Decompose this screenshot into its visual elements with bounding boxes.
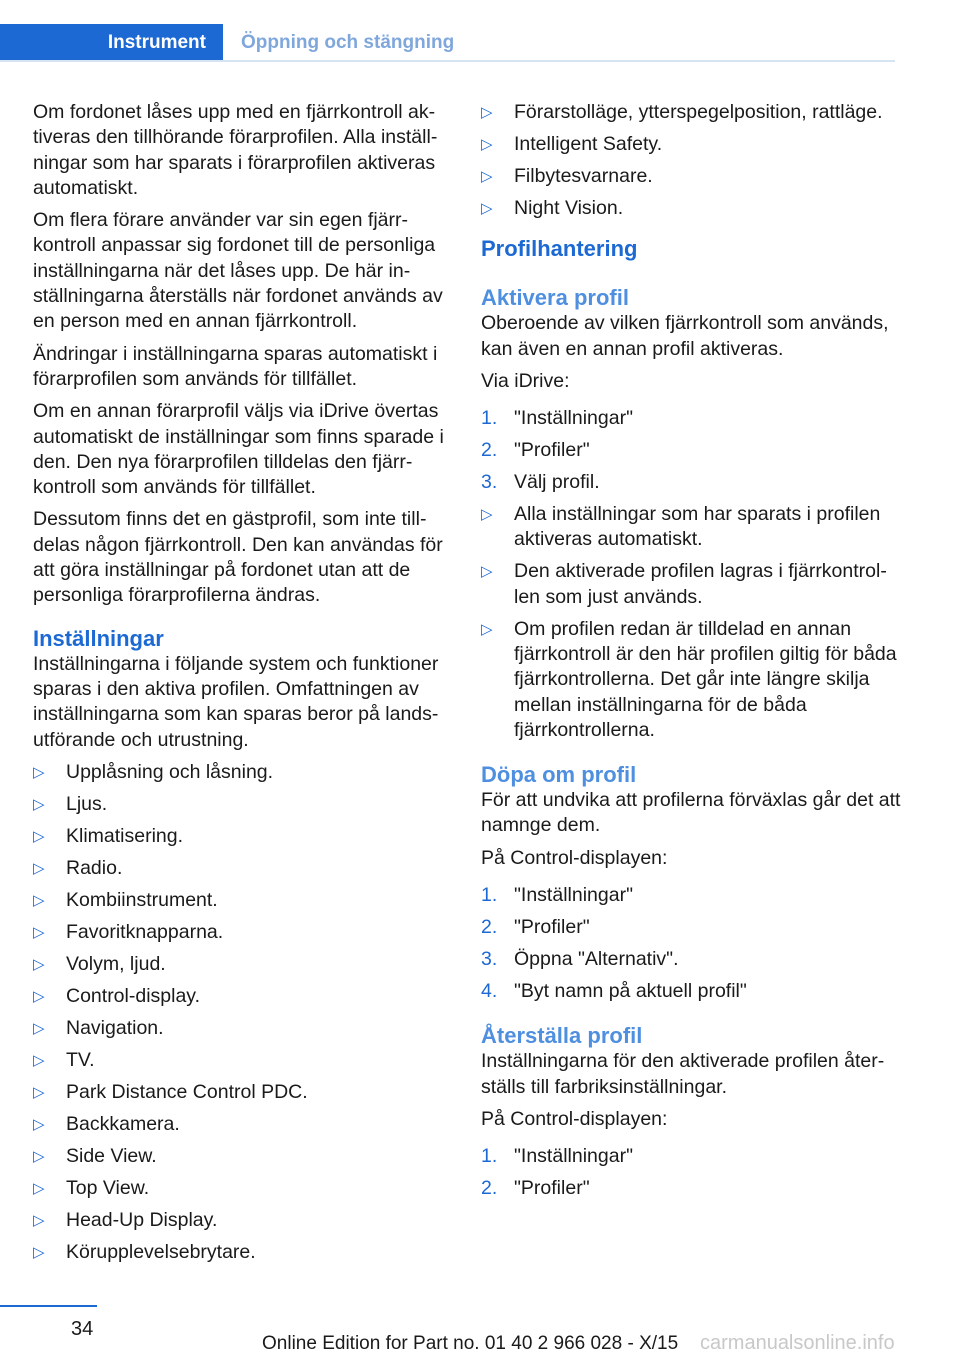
list-item: ▷ Control-display. [33,984,449,1009]
triangle-bullet-icon: ▷ [33,955,45,973]
list-item: ▷ Förarstolläge, ytterspegelposition, rattläge. [481,100,901,125]
page-number: 34 [71,1318,94,1340]
list-item: 1. "Inställningar" [481,407,633,430]
list-item: ▷ Filbytesvarnare. [481,164,901,189]
list-item: 2. "Profiler" [481,439,590,462]
list-item: ▷ Navigation. [33,1016,449,1041]
paragraph: Om en annan förarprofil väljs via iDrive övertas automatiskt de inställningar som finns sparade i den. Den nya förarprofilen tilldelas den fjärrkontroll som används för tillfället. [33,400,444,499]
watermark: carmanualsonline.info [700,1332,895,1354]
list-item: ▷ Upplåsning och låsning. [33,760,449,785]
paragraph: På Control-displayen: [481,846,668,869]
paragraph: På Control-displayen: [481,1107,668,1130]
paragraph: Om flera förare använder var sin egen fjärrkontroll anpassar sig fordonet till de personliga inställningarna när det låses upp. De här inställningarna återställs när fordonet används av en person med en annan fjärrkontroll. [33,209,443,333]
subheading-activate-profile: Aktivera profil [481,285,629,311]
triangle-bullet-icon: ▷ [33,1179,45,1197]
list-item: 1. "Inställningar" [481,1145,633,1168]
section-heading-settings: Inställningar [33,625,164,651]
list-item: 1. "Inställningar" [481,884,633,907]
paragraph: Via iDrive: [481,369,570,392]
list-item: ▷ TV. [33,1048,449,1073]
list-item: ▷ Den aktiverade profilen lagras i fjärrkontrollen som just används. [481,560,887,608]
triangle-bullet-icon: ▷ [33,1147,45,1165]
notes-list [481,502,901,743]
list-item: ▷ Backkamera. [33,1112,449,1137]
paragraph: Ändringar i inställningarna sparas automatiskt i förarprofilen som används för tillfället. [33,342,438,390]
triangle-bullet-icon: ▷ [33,923,45,941]
list-item: 2. "Profiler" [481,916,590,939]
list-item: ▷ Alla inställningar som har sparats i profilen aktiveras automatiskt. [481,503,881,551]
triangle-bullet-icon: ▷ [481,135,493,153]
paragraph: Dessutom finns det en gästprofil, som inte tilldelas någon fjärrkontroll. Den kan användas för att göra inställningar på fordonet utan att de personliga förarprofilerna ändras. [33,508,443,607]
list-item: ▷ Side View. [33,1144,449,1169]
steps-list [481,883,901,1004]
triangle-bullet-icon: ▷ [481,167,493,185]
triangle-bullet-icon: ▷ [33,1211,45,1229]
steps-list [481,1144,901,1201]
settings-list-continued [481,100,901,221]
list-item: ▷ Volym, ljud. [33,952,449,977]
list-item: ▷ Kombiinstrument. [33,888,449,913]
triangle-bullet-icon: ▷ [481,104,493,121]
triangle-bullet-icon: ▷ [481,563,493,581]
steps-list [481,406,901,495]
header-divider [0,60,895,62]
tab-instrument[interactable]: Instrument [0,24,223,62]
list-item: ▷ Intelligent Safety. [481,132,901,157]
triangle-bullet-icon: ▷ [481,620,493,638]
settings-intro: Inställningarna i följande system och funktioner sparas i den aktiva profilen. Omfattningen av inställningarna som kan sparas beror på landsutförande och utrustning. [33,652,439,751]
triangle-bullet-icon: ▷ [481,506,493,524]
footer-divider [0,1305,97,1307]
subheading-reset-profile: Återställa profil [481,1023,643,1049]
list-item: 3. Välj profil. [481,471,600,494]
list-item: ▷ Klimatisering. [33,824,449,849]
right-column [481,100,901,1208]
triangle-bullet-icon: ▷ [481,199,493,217]
list-item: 3. Öppna "Alternativ". [481,948,679,970]
triangle-bullet-icon: ▷ [33,763,45,781]
list-item: 2. "Profiler" [481,1177,590,1200]
list-item: ▷ Ljus. [33,792,449,817]
settings-list [33,760,449,1265]
list-item: 4. "Byt namn på aktuell profil" [481,979,747,1002]
list-item: ▷ Park Distance Control PDC. [33,1080,449,1105]
tab-opening-closing[interactable]: Öppning och stängning [241,32,455,53]
list-item: ▷ Radio. [33,856,449,881]
triangle-bullet-icon: ▷ [33,1019,45,1037]
triangle-bullet-icon: ▷ [33,859,45,877]
list-item: ▷ Top View. [33,1176,449,1201]
triangle-bullet-icon: ▷ [33,1051,45,1069]
left-column [33,100,449,1272]
triangle-bullet-icon: ▷ [33,795,45,813]
triangle-bullet-icon: ▷ [33,1083,45,1101]
paragraph: Inställningarna för den aktiverade profilen återställs till farbriksinställningar. [481,1050,885,1098]
triangle-bullet-icon: ▷ [33,987,45,1005]
list-item: ▷ Night Vision. [481,196,901,221]
triangle-bullet-icon: ▷ [33,827,45,845]
page-header [0,24,895,62]
triangle-bullet-icon: ▷ [33,1243,45,1261]
subheading-rename-profile: Döpa om profil [481,762,637,788]
paragraph: För att undvika att profilerna förväxlas går det att namnge dem. [481,789,901,837]
list-item: ▷ Head-Up Display. [33,1208,449,1233]
list-item: ▷ Om profilen redan är tilldelad en annan fjärrkontroll är den här profilen giltig för båda fjärrkontrollerna. Det går inte längre skilja mellan inställningarna för de båda fjärrkontrollerna. [481,617,897,741]
list-item: ▷ Favoritknapparna. [33,920,449,945]
edition-text: Online Edition for Part no. 01 40 2 966 028 - X/15 [262,1333,679,1354]
section-heading-profile-management: Profilhantering [481,236,638,262]
triangle-bullet-icon: ▷ [33,891,45,909]
triangle-bullet-icon: ▷ [33,1115,45,1133]
paragraph: Om fordonet låses upp med en fjärrkontroll aktiveras den tillhörande förarprofilen. Alla inställningar som har sparats i förarprofilen aktiveras automatiskt. [33,101,438,199]
list-item: ▷ Körupplevelsebrytare. [33,1240,449,1265]
paragraph: Oberoende av vilken fjärrkontroll som används, kan även en annan profil aktiveras. [481,312,889,360]
